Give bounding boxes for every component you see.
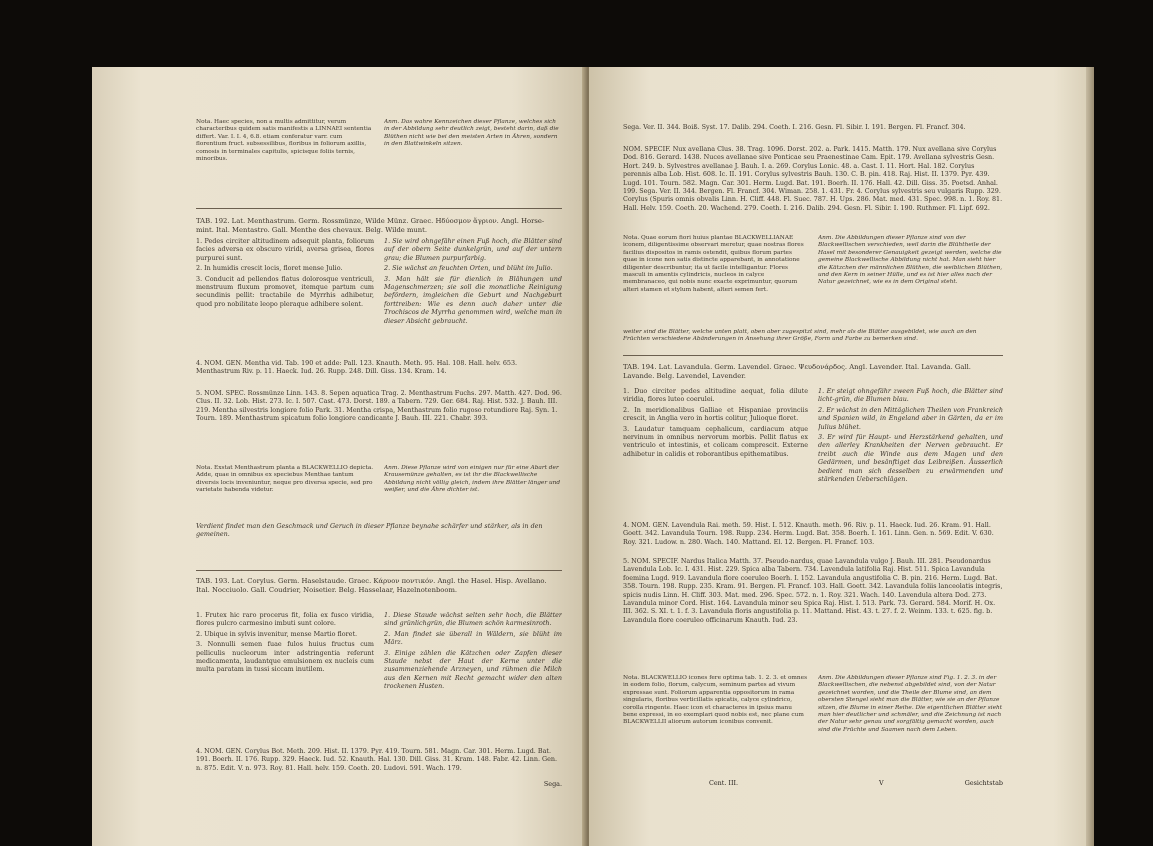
tab193-ger-2: 2. Man findet sie überall in Wäldern, sie blüht im März. <box>384 629 562 647</box>
divider <box>196 570 562 571</box>
catchword-right: Gesichtstab <box>964 779 1003 787</box>
tab192-nom-spec: 5. NOM. SPEC. Rossmünze Linn. 143. 8. Sepen aquatica Trag. 2. Menthastrum Fuchs. 297. Matth. 427. Dod. 96. Clus. II. 32. Lob. Hist. 273. Ic. I. 507. Cast. 473. Dorst. 189. a Tabern. 729. Ger. 684. Raj. Hist. 532. J. Bauh. III. 219. Mentha silvestris longiore folio Park. 31. Mentha crispa, Menthastrum folio rugoso rotundiore Raj. Syn. 1. Tourn. 189. Menthastrum spicatum folio longiore candicante J. Bauh. III. 221. Chabr. 393. <box>196 389 562 423</box>
divider <box>196 208 562 209</box>
tab192-body <box>196 237 562 355</box>
left-page <box>92 67 586 846</box>
tab193-notes <box>623 235 1003 327</box>
tab194-ger-2: 2. Er wächst in den Mittäglichen Theilen von Frankreich und Spanien wild, in Engeland aber in Gärten, da er im Julius blühet. <box>818 405 1003 431</box>
catchword-left: Sega. <box>543 780 562 788</box>
tab194-lat-2: 2. In meridionalibus Galliae et Hispaniae provinciis crescit, in Anglia vero in hortis colitur, Julioque floret. <box>623 405 808 423</box>
nota3-latin: Nota. BLACKWELLIO icones fere optima tab. 1. 2. 3. et omnes in eodem folio, florum, calycum, seminum partes ad vivum expressae sunt. Foliorum apparentia oppositorum in rama singularis, floribus verticillatis spicatis, calyce cylindrico, corolla ringente. Haec icon et characteres in ipsius manu bene expressi, in eo exemplari quod nobis est, nec plane cum BLACKWELLII aliorum autorum iconibus convenit. <box>623 675 808 726</box>
nota2-latin: Nota. Exstat Menthastrum planta a BLACKWELLIO depicta. Adde, quae in omnibus ex speciebus Menthae tantum diversis locis inveniuntur, neque pro diversa specie, sed pro varietate habenda videtur. <box>196 465 374 494</box>
tab193-ger-3: 3. Einige zählen die Kätzchen oder Zapfen dieser Staude nebst der Haut der Kerne unter die zusammenziehende Arzneyen, und rühmen die Milch aus den Kernen mit Recht gemacht wider den alten trockenen Husten. <box>384 648 562 691</box>
tab193-nom-gen: 4. NOM. GEN. Corylus Bot. Meth. 209. Hist. II. 1379. Pyr. 419. Tourn. 581. Magn. Car. 301. Herm. Lugd. Bat. 191. Boerh. II. 176. Rupp. 329. Haeck. Iud. 52. Knauth. Hal. 130. Dill. Giss. 31. Kram. 148. Fabr. 42. Linn. Gen. n. 875. Edit. V. n. 973. Roy. 81. Hall. helv. 159. Coeth. 20. Ludovi. 591. Wach. 179. <box>196 747 558 772</box>
nota2-german: Anm. Diese Pflanze wird von einigen nur für eine Abart der Krausemünze gehalten, es ist ihr die Blackwellische Abbildung nicht völlig gleich, indem ihre Blätter länger und weißer, und die Ähre dichter ist. <box>384 465 561 494</box>
tab194-lat-3: 3. Laudatur tamquam cephalicum, cardiacum atque nervinum in omnibus nervorum morbis. Pellit flatus ex ventriculo et intestinis, et colicam comprescit. Externe adhibetur in calidis et roborantibus epithematibus. <box>623 424 808 458</box>
tab193-ger-1: 1. Diese Staude wächst selten sehr hoch, die Blätter sind grünlichgrün, die Blumen schön karmesinroth. <box>384 611 562 628</box>
note-latin: Nota. Haec species, non a multis admittitur, verum characteribus quidem satis manifestis a LINNAEI sententia differt. Var. I. I. 4, 6.8. etiam conferatur varr. cum florentium fruct. subsessilibus, floribus in foliorum axillis, comosis in terminales capitulis, spicisque foliis ternis, minoribus. <box>196 119 372 163</box>
tab192-nom-gen: 4. NOM. GEN. Mentha vid. Tab. 190 et adde: Pall. 123. Knauth. Meth. 95. Hal. 108. Hall. helv. 653. Menthastrum Riv. p. 11. Haeck. Iud. 26. Rupp. 248. Dill. Giss. 134. Kram. 14. <box>196 359 518 376</box>
verdient-line: Verdient findet man den Geschmack und Geruch in dieser Pflanze beynahe schärfer und stärker, als in den gemeinen. <box>196 522 543 539</box>
nota-latin: Nota. Quae eorum fiori huius plantae BLACKWELLIANAE iconem, diligentissime observari meretur, quae nostras flores facilius dispositos in ramis ostendit, quibus florum partes quae in icone non satis distincte apparebant, in annotatione diligenter describuntur, ita ut facile intelligantur. Flores masculi in amentis cylindricis, nucleos in calyce membranaceo, qui nobis nunc exacte exprimuntur, quorum alteri stamen et stylum habent, alteri semen fert. <box>623 235 804 293</box>
tab193-body <box>196 611 562 741</box>
book-spread <box>92 67 1094 846</box>
left-top-notes <box>196 119 562 201</box>
tab192-lat-3: 3. Conducit ad pellendos flatus dolorosque ventriculi, menstruum fluxum promovet, itemque partum cum secundinis pellit: tractabile de Myrrhis adhibetur, quod pro nobilitate leopo pleraque adhibere solent. <box>196 274 374 308</box>
tab192-ger-1: 1. Sie wird ohngefähr einen Fuß hoch, die Blätter sind auf der obern Seite dunkelgrün, und auf der untern grau; die Blumen purpurfarbig. <box>384 237 562 262</box>
tab194-nom-spec: 5. NOM. SPECIF. Nardus Italica Matth. 37. Pseudo-nardus, quae Lavandula vulgo J. Bauh. III. 281. Pseudonardus Lavendula Lob. Ic. I. 431. Hist. 229. Spica alba Tabern. 734. Lavendula latifolia Raj. Hist. 511. Spica Lavandula foemina Lugd. 919. Lavandula flore coeruleo Boerh. I. 152. Lavandula angustifolia C. B. pin. 216. Herm. Lugd. Bat. 358. Tourn. 198. Rupp. 235. Kram. 91. Bergen. Fl. Francf. 103. Hall. Goett. 342. Lavandula foliis lanceolatis integris, spicis nudis Linn. H. Cliff. 303. Mat. med. 296. Spec. 572. n. 1. Roy. 321. Wach. 140. Lavendula altera Dod. 273. Lavandula minor Cord. Hist. 164. Lavandula minor seu Spica Raj. Hist. I. 513. Park. 73. Gerard. 584. Morif. H. Ox. III. 362. S. XI. t. 1. f. 3. Lavandula floris angustifolia p. 11. Mattand. Hist. 43. t. 27. f. 2. Weinm. 133. t. 625. fig. b. Lavandula flore coeruleo officinarum Knauth. Iud. 23. <box>623 557 1003 624</box>
tab192-ger-2: 2. Sie wächst an feuchten Orten, und blüht im Julio. <box>384 264 553 273</box>
tab192-german <box>384 237 562 355</box>
tab193-lat-1: 1. Frutex hic raro procerus fit, folia ex fusco viridia, flores pulcro carmesino imbuti sunt colore. <box>196 611 374 628</box>
tab194-latin <box>623 387 808 517</box>
tab194-ger-1: 1. Er steigt ohngefähr zween Fuß hoch, die Blätter sind licht-grün, die Blumen blau. <box>818 387 1003 404</box>
tab193-header: TAB. 193. Lat. Corylus. Germ. Haselstaude. Graec. Κάρυον ποντικόν. Angl. the Hasel. Hisp. Avellano. Ital. Nocciuolo. Gall. Coudrier, Noisetier. Belg. Hasselaar, Hazelnotenboom. <box>196 577 547 594</box>
tab192-ger-3: 3. Man hält sie für dienlich in Blähungen und Magenschmerzen; sie soll die monatliche Reinigung befördern, imgleichen die Geburt und Nachgeburt forttreiben: Wie es denn auch daher unter die Trochiscos de Myrrha genommen wird, welche man in dieser Absicht gebraucht. <box>384 274 562 325</box>
tab193-nom-spec: NOM. SPECIF. Nux avellana Clus. 38. Trag. 1096. Dorst. 202. a. Park. 1415. Matth. 179. Nux avellana sive Corylus Dod. 816. Gerard. 1438. Nuces avellanae sive Ponticae seu Praenestinae Cam. Epit. 179. Avellana sylvestris Gesn. Hort. 249. b. Sylvestres avellanae J. Bauh. I. a. 269. Corylus Lonic. 48. a. Cast. I. 11. Hort. Hal. 182. Corylus perennis alba Lob. Hist. 608. Ic. II. 191. Corylus sylvestris Bauh. 130. C. B. pin. 418. Raj. Hist. II. 1379. Pyr. 439. Lugd. 101. Tourn. 582. Magn. Car. 301. Herm. Lugd. Bat. 191. Boerh. II. 176. Hall. 42. Dill. Giss. 35. Poetsd. Anhal. 199. Sega. Ver. II. 344. Bergen. Fl. Francf. 304. Wiman. 258. 1. 431. Fr. 4. Corylus sylvestris seu vulgaris Rupp. 329. Corylus (Spuris omnis obvalis Linn. H. Cliff. 448. Fl. Suec. 787. H. Ups. 286. Mat. med. 431. Spec. 998. n. 1. Roy. 81. Hall. Helv. 159. Coeth. 20. Wachend. 279. Coeth. I. 216. Dalib. 294. Gesn. Fl. Sibir. I. 190. Ruthmer. Fl. Lipf. 692. <box>623 145 1003 212</box>
tab193-latin <box>196 611 374 741</box>
tab194-lat-1: 1. Duo circiter pedes altitudine aequat, folia dilute viridia, flores luteo coerulei. <box>623 387 808 404</box>
tab192-notes <box>196 465 562 519</box>
right-page <box>589 67 1094 846</box>
tab192-lat-1: 1. Pedes circiter altitudinem adsequit planta, foliorum facies adversa ex obscuro viridi, aversa grisea, flores purpurei sunt. <box>196 237 374 262</box>
tab192-header: TAB. 192. Lat. Menthastrum. Germ. Rossmünze, Wilde Münz. Graec. Ηδύοσμον ἄγριον. Angl. Horse-mint. Ital. Mentastro. Gall. Menthe des chevaux. Belg. Wilde munt. <box>196 217 545 234</box>
divider <box>623 355 1003 356</box>
nota-german: Anm. Die Abbildungen dieser Pflanze sind von der Blackwellischen verschieden, weil darin die Blühtheile der Hasel mit besonderer Genauigkeit gezeigt werden, welche die gemeine Blackwellische Abbildung nicht hat. Man sieht hier die Kätzchen der männlichen Blüthen, die weiblichen Blüthen, und den Kern in seiner Hülle, und es ist hier alles nach der Natur gezeichnet, wie es in dem Original steht. <box>818 235 1003 286</box>
tab194-header: TAB. 194. Lat. Lavandula. Germ. Lavendel. Graec. Ψευδονάρδος. Angl. Lavender. Ital. Lavanda. Gall. Lavande. Belg. Lavendel, Lavender. <box>623 363 971 380</box>
tab194-body <box>623 387 1003 517</box>
weiter-line: weiter sind die Blätter, welche unten platt, oben aber zugespitzt sind, mehr als die Blätter ausgebildet, wie auch an den Früchten verschiedene Abänderungen in Ansehung ihrer Größe, Form und Farbe zu bemerken sind. <box>623 329 977 343</box>
tab194-nom-gen: 4. NOM. GEN. Lavendula Rai. meth. 59. Hist. I. 512. Knauth. meth. 96. Riv. p. 11. Haeck. Iud. 26. Kram. 91. Hall. Goett. 342. Lavandula Tourn. 198. Rupp. 234. Herm. Lugd. Bat. 358. Boerh. I. 161. Linn. Gen. n. 569. Edit. V. 630. Roy. 321. Ludow. n. 280. Wach. 140. Mattand. El. 12. Bergen. Fl. Francf. 103. <box>623 521 994 546</box>
tab194-notes <box>623 675 1003 775</box>
page-edge <box>1086 67 1094 846</box>
note-german: Anm. Das wahre Kennzeichen dieser Pflanze, welches sich in der Abbildung sehr deutlich zeigt, besteht darin, daß die Blüthen nicht wie bei den meisten Arten in Ähren, sondern in den Blattwinkeln sitzen. <box>384 119 559 148</box>
tab194-ger-3: 3. Er wird für Haupt- und Herzstärkend gehalten, und den allerley Krankheiten der Nerven gebraucht. Er treibt auch die Winde aus dem Magen und den Gedärmen, und besänftiget das Leibreißen. Äusserlich bedient man sich desselben zu erwärmenden und stärkenden Ueberschlägen. <box>818 433 1003 484</box>
tab192-latin <box>196 237 374 355</box>
tab193-lat-3: 3. Nonnulli semen fuae fulos huius fructus cum pelliculis nucleorum inter adstringentia referunt medicamenta, laudantque emulsionem ex nucleis cum multa paratam in tussi siccam inutilem. <box>196 640 374 674</box>
signature-left: Cent. III. <box>709 779 739 787</box>
right-top-cont: Sega. Ver. II. 344. Boiß. Syst. 17. Dalib. 294. Coeth. I. 216. Gesn. Fl. Sibir. I. 191. Bergen. Fl. Francf. 304. <box>623 123 966 131</box>
tab192-lat-2: 2. In humidis crescit locis, floret mense Julio. <box>196 264 343 273</box>
signature-right: V <box>879 779 884 787</box>
tab194-german <box>818 387 1003 517</box>
tab193-german <box>384 611 562 741</box>
tab193-lat-2: 2. Ubique in sylvis invenitur, mense Martio floret. <box>196 629 358 638</box>
nota3-german: Anm. Die Abbildungen dieser Pflanze sind Fig. 1. 2. 3. in der Blackwellischen, die nebenst abgebildet sind, von der Natur gezeichnet worden, und die Theile der Blume sind, an dem obersten Stengel sieht man die Blätter, wie sie an der Pflanze sitzen, die Blume in einer Reihe. Die eigentlichen Blätter sieht man hier deutlicher und schmäler, und die Zeichnung ist nach der Natur sehr genau und sorgfältig gemacht worden, auch sind die Früchte und Saamen nach dem Leben. <box>818 675 1003 733</box>
